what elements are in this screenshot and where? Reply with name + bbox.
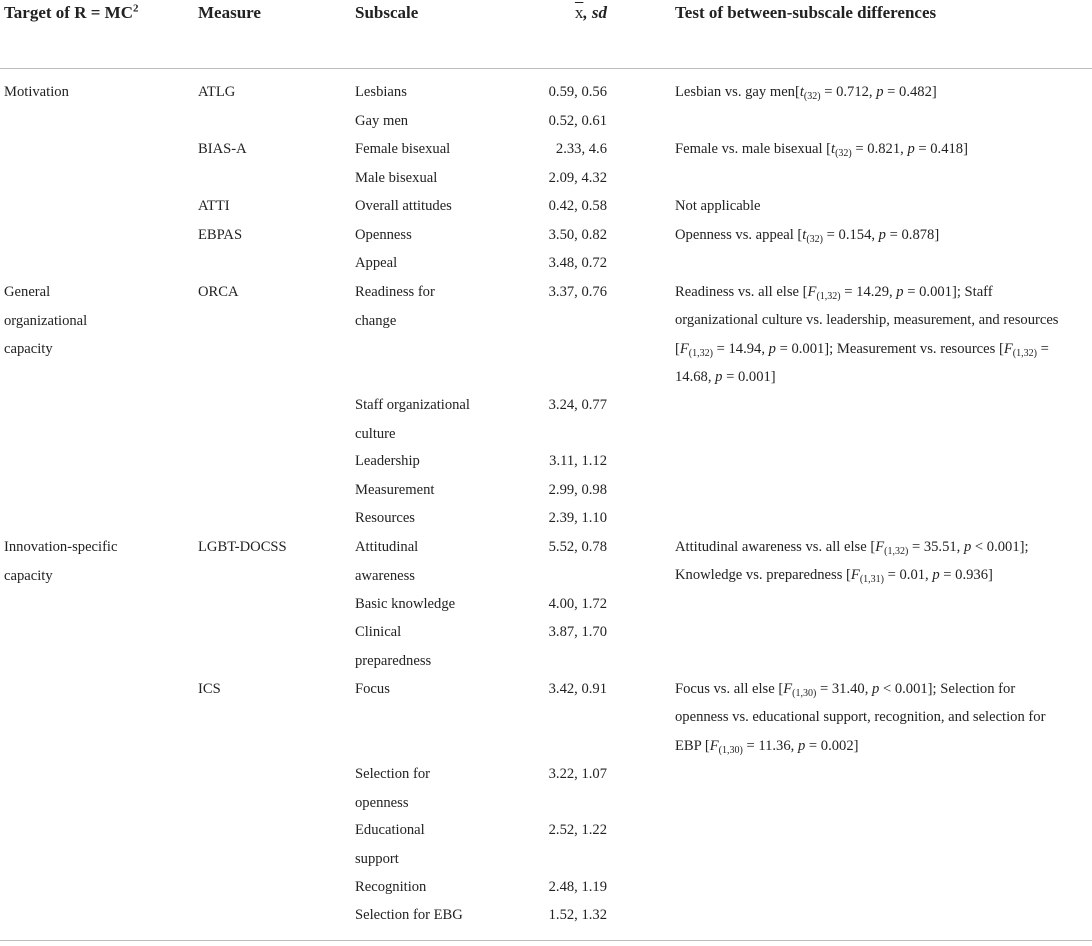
- stat-lesbians: 0.59, 0.56: [548, 84, 607, 100]
- test-ics-line1: Focus vs. all else [$F_{(1,30)} = 31.40$, p < 0.001]; Selection for: [675, 681, 1016, 699]
- stat-male-bisexual: 2.09, 4.32: [548, 170, 607, 186]
- header-measure: Measure: [198, 3, 261, 22]
- subscale-focus: Focus: [355, 681, 390, 697]
- stat-leadership: 3.11, 1.12: [549, 453, 607, 469]
- stat-focus: 3.42, 0.91: [548, 681, 607, 697]
- test-ics-line3: EBP [$F_{(1,30)} = 11.36$, p = 0.002]: [675, 738, 859, 756]
- subscale-clinical-preparedness: Clinical preparedness: [355, 624, 432, 669]
- footer-rule: [0, 940, 1092, 941]
- test-ics-line2: openness vs. educational support, recognition, and selection for: [675, 709, 1046, 725]
- subscale-openness: Openness: [355, 227, 412, 243]
- stat-overall-attitudes: 0.42, 0.58: [548, 198, 607, 214]
- test-atti: Not applicable: [675, 198, 761, 214]
- subscale-selection-ebg: Selection for EBG: [355, 907, 463, 923]
- measure-atlg: ATLG: [198, 84, 236, 100]
- subscale-leadership: Leadership: [355, 453, 420, 469]
- test-orca-line2: organizational culture vs. leadership, measurement, and resources: [675, 312, 1059, 328]
- header-stat: $\overline{x}$, sd: [574, 3, 607, 22]
- measure-lgbt-docss: LGBT-DOCSS: [198, 539, 287, 555]
- measure-atti: ATTI: [198, 198, 230, 214]
- subscale-male-bisexual: Male bisexual: [355, 170, 438, 186]
- header-rule: [0, 68, 1092, 69]
- stat-female-bisexual: 2.33, 4.6: [555, 141, 607, 157]
- header-test: Test of between-subscale differences: [675, 3, 937, 22]
- stat-selection-openness: 3.22, 1.07: [548, 766, 607, 782]
- stat-staff-culture: 3.24, 0.77: [548, 397, 607, 413]
- test-orca-line4: 14.68, p = 0.001]: [675, 369, 776, 385]
- test-atlg: Lesbian vs. gay $men[t_{(32)} = 0.712$, p = 0.482]: [675, 84, 937, 102]
- subscale-overall-attitudes: Overall attitudes: [355, 198, 452, 214]
- stat-selection-ebg: 1.52, 1.32: [548, 907, 607, 923]
- subscale-basic-knowledge: Basic knowledge: [355, 596, 456, 612]
- subscale-staff-culture: Staff organizational culture: [355, 397, 470, 442]
- target-innovation: Innovation-specific capacity: [4, 539, 118, 584]
- test-ebpas: Openness vs. appeal [$t_{(32)} = 0.154$, p = 0.878]: [675, 227, 940, 245]
- test-lgbt-line2: Knowledge vs. preparedness [$F_{(1,31)} = 0.01$, p = 0.936]: [675, 567, 993, 585]
- stat-resources: 2.39, 1.10: [548, 510, 607, 526]
- test-orca-line3: [$F_{(1,32)} = 14.94$, p = 0.001]; Measurement vs. resources [$F_{(1,32)}$ =: [675, 341, 1049, 359]
- stat-readiness: 3.37, 0.76: [548, 284, 607, 300]
- stat-appeal: 3.48, 0.72: [548, 255, 607, 271]
- stat-recognition: 2.48, 1.19: [548, 879, 607, 895]
- test-orca-line1: Readiness vs. all else [$F_{(1,32)} = 14.29$, p = 0.001]; Staff: [675, 284, 993, 302]
- test-lgbt-line1: Attitudinal awareness vs. all else [$F_{(1,32)} = 35.51$, p < 0.001];: [675, 539, 1029, 557]
- subscale-appeal: Appeal: [355, 255, 398, 271]
- stat-educational-support: 2.52, 1.22: [548, 822, 607, 838]
- subscale-recognition: Recognition: [355, 879, 427, 895]
- stat-clinical-preparedness: 3.87, 1.70: [548, 624, 607, 640]
- test-bias-a: Female vs. male bisexual [$t_{(32)} = 0.821$, p = 0.418]: [675, 141, 968, 159]
- subscale-readiness: Readiness for change: [355, 284, 435, 329]
- subscale-female-bisexual: Female bisexual: [355, 141, 451, 157]
- subscale-gay-men: Gay men: [355, 113, 409, 129]
- subscale-measurement: Measurement: [355, 482, 435, 498]
- stat-attitudinal-awareness: 5.52, 0.78: [548, 539, 607, 555]
- subscale-educational-support: Educational support: [355, 822, 425, 867]
- subscale-lesbians: Lesbians: [355, 84, 407, 100]
- subscale-selection-openness: Selection for openness: [355, 766, 430, 811]
- stat-gay-men: 0.52, 0.61: [548, 113, 607, 129]
- measure-ebpas: EBPAS: [198, 227, 243, 243]
- stat-openness: 3.50, 0.82: [548, 227, 607, 243]
- measure-ics: ICS: [198, 681, 221, 697]
- target-general: General organizational capacity: [4, 284, 88, 357]
- target-motivation: Motivation: [4, 84, 69, 100]
- measure-orca: ORCA: [198, 284, 239, 300]
- header-target: Target of $R = MC^2$: [4, 2, 139, 22]
- subscale-resources: Resources: [355, 510, 415, 526]
- header-subscale: Subscale: [355, 3, 419, 22]
- subscale-attitudinal-awareness: Attitudinal awareness: [355, 539, 419, 584]
- stat-basic-knowledge: 4.00, 1.72: [548, 596, 607, 612]
- measure-bias-a: BIAS-A: [198, 141, 247, 157]
- stat-measurement: 2.99, 0.98: [548, 482, 607, 498]
